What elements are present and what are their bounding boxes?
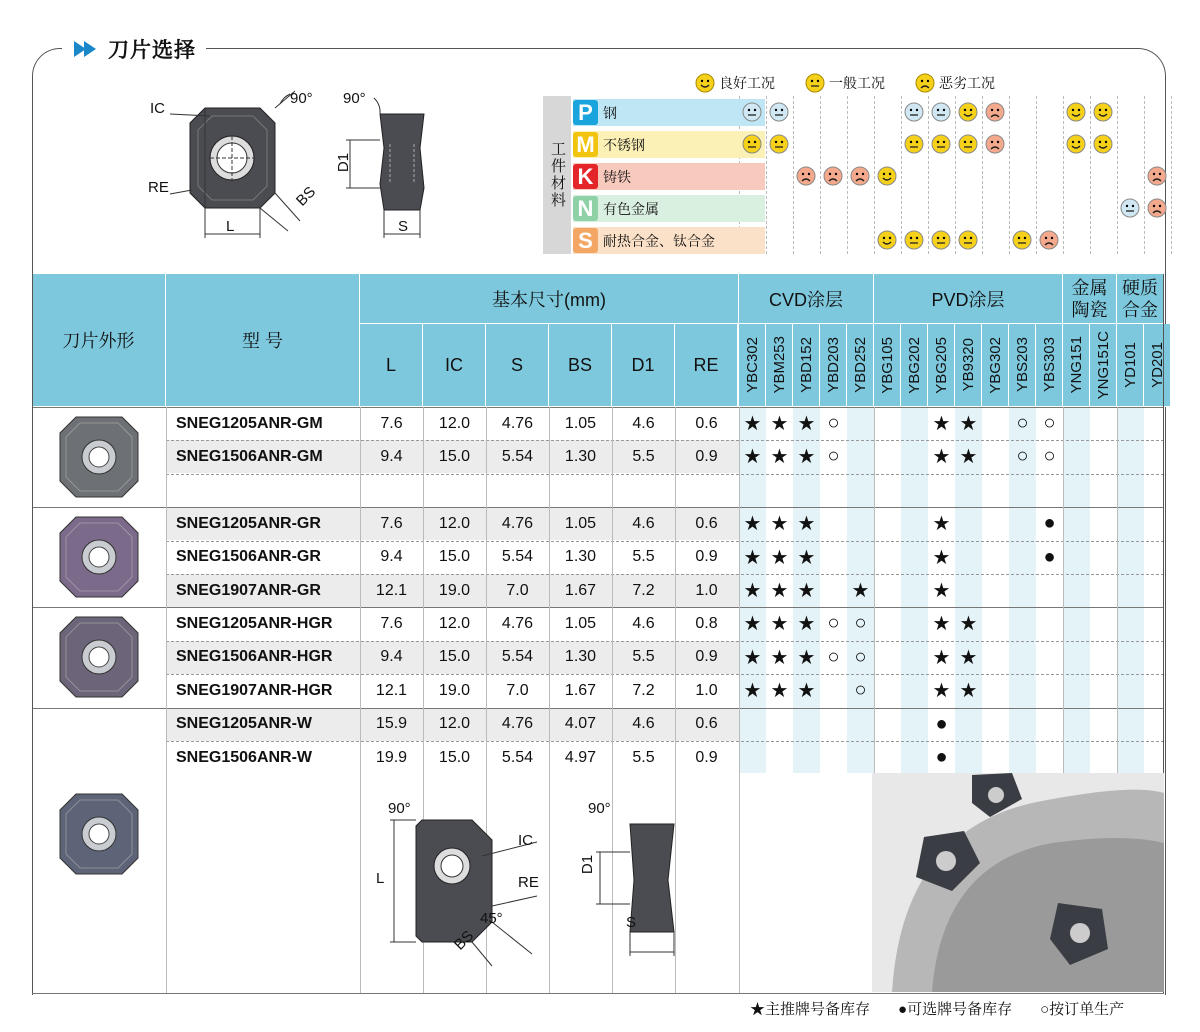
neutral-face-icon (904, 230, 924, 250)
dim-cell-ic: 15.0 (438, 648, 471, 666)
w-d1-label: D1 (579, 855, 597, 875)
w-ic-label: IC (518, 832, 533, 850)
smile-face-icon (1093, 134, 1113, 154)
dim-cell-d1: 7.2 (632, 681, 655, 699)
dim-cell-re: 0.6 (695, 414, 718, 432)
grade-mark: ★ (743, 646, 762, 669)
neutral-face-icon (958, 230, 978, 250)
legend-bad-label: 恶劣工况 (939, 75, 995, 91)
header-grade (793, 324, 820, 407)
insert-photo (54, 788, 144, 880)
row-separator (166, 641, 1164, 642)
row-separator (166, 440, 1164, 441)
grade-name: YBS303 (1040, 337, 1058, 393)
grade-mark: ★ (743, 580, 762, 602)
group-separator (32, 507, 1164, 508)
s-label: S (398, 218, 409, 235)
grade-mark: ★ (959, 413, 978, 435)
grade-mark: ★ (932, 546, 951, 569)
dim-cell-bs: 1.05 (564, 514, 597, 532)
grade-mark: ★ (959, 646, 978, 669)
grade-mark: ★ (932, 580, 951, 602)
ic-label: IC (150, 100, 165, 117)
w-angle-label: 90° (388, 800, 411, 818)
dim-cell-ic: 12.0 (438, 614, 471, 632)
grade-mark: ★ (932, 413, 951, 435)
neutral-face-icon (1120, 198, 1140, 218)
material-name: 不锈钢 (603, 136, 645, 153)
sad-face-icon (915, 73, 935, 93)
table-vline (1063, 407, 1064, 773)
grade-name: YNG151 (1067, 336, 1085, 394)
table-row (32, 607, 1164, 640)
grade-name: YBG105 (878, 336, 896, 394)
dim-cell-bs: 1.67 (564, 581, 597, 599)
dim-cell-bs: 1.30 (564, 447, 597, 465)
header-shape: 刀片外形 (32, 274, 166, 407)
smile-face-icon (1066, 102, 1086, 122)
model-cell: SNEG1205ANR-GR (176, 514, 321, 532)
sad-face-icon (985, 134, 1005, 154)
w-s-label: S (626, 914, 637, 932)
model-cell: SNEG1907ANR-GR (176, 581, 321, 599)
table-vline (360, 407, 361, 993)
dim-cell-bs: 1.30 (564, 548, 597, 566)
header-dim-re: RE (675, 324, 738, 407)
grade-mark: ○ (1043, 412, 1056, 434)
material-letter: S (573, 228, 598, 253)
grade-mark: ● (935, 712, 948, 735)
header-grade (1009, 324, 1036, 407)
grade-mark: ○ (827, 412, 840, 434)
material-name: 有色金属 (603, 200, 659, 217)
grade-name: YBG202 (905, 336, 923, 394)
neutral-face-icon (742, 102, 762, 122)
header-grade (982, 324, 1009, 407)
material-label (573, 163, 765, 190)
grade-mark: ○ (1016, 412, 1029, 434)
grade-name: YBG205 (932, 336, 950, 394)
material-row-n (571, 193, 1164, 223)
model-cell: SNEG1506ANR-GR (176, 548, 321, 566)
dim-cell-s: 4.76 (501, 715, 534, 733)
grade-mark: ★ (797, 513, 816, 536)
dim-cell-bs: 1.67 (564, 681, 597, 699)
w-re-label: RE (518, 874, 539, 892)
material-name: 耐热合金、钛合金 (603, 232, 715, 249)
dim-cell-s: 4.76 (501, 414, 534, 432)
neutral-face-icon (931, 102, 951, 122)
header-grade (1117, 324, 1144, 407)
grade-mark: ★ (932, 513, 951, 536)
sad-face-icon (1039, 230, 1059, 250)
legend-good-label: 良好工况 (719, 75, 775, 91)
row-separator (166, 674, 1164, 675)
grade-mark: ○ (827, 612, 840, 635)
grade-name: YBD152 (797, 337, 815, 393)
header-grade (820, 324, 847, 407)
insert-photo (54, 511, 144, 603)
grade-mark: ★ (797, 413, 816, 435)
grade-mark: ● (1043, 545, 1056, 568)
dim-cell-d1: 4.6 (632, 614, 655, 632)
header-grade (766, 324, 793, 407)
table-vline (1117, 407, 1118, 773)
dim-cell-d1: 5.5 (632, 748, 655, 766)
grade-mark: ★ (770, 613, 789, 636)
dim-cell-re: 1.0 (695, 581, 718, 599)
group-separator (32, 708, 1164, 709)
dim-cell-d1: 5.5 (632, 548, 655, 566)
dim-cell-ic: 19.0 (438, 581, 471, 599)
model-cell: SNEG1506ANR-GM (176, 447, 323, 465)
dim-cell-s: 5.54 (501, 748, 534, 766)
material-label (573, 99, 765, 126)
material-grid (543, 96, 1164, 254)
dim-cell-s: 5.54 (501, 648, 534, 666)
dim-cell-s: 5.54 (501, 447, 534, 465)
table-row (32, 574, 1164, 607)
grade-mark: ○ (827, 445, 840, 468)
grade-mark: ★ (932, 446, 951, 469)
header-grade (739, 324, 766, 407)
grade-mark: ★ (797, 680, 816, 703)
sad-face-icon (796, 166, 816, 186)
table-row (32, 507, 1164, 540)
footer-circle: ○按订单生产 (1040, 1001, 1125, 1018)
table-row (32, 708, 1164, 741)
material-letter: N (573, 196, 598, 221)
bs-label: BS (292, 183, 320, 210)
dim-cell-s: 5.54 (501, 548, 534, 566)
grade-mark: ★ (770, 513, 789, 536)
header-cermet: 金属陶瓷 (1063, 274, 1117, 324)
smile-face-icon (877, 230, 897, 250)
smile-face-icon (877, 166, 897, 186)
dim-cell-l: 7.6 (380, 414, 403, 432)
section-title: 刀片选择 (108, 39, 196, 62)
row-separator (166, 474, 1164, 475)
grade-name: YBM253 (770, 336, 788, 394)
header-grade (1144, 324, 1171, 407)
header-grade (874, 324, 901, 407)
grade-mark: ○ (854, 645, 867, 668)
dim-cell-l (360, 474, 423, 507)
header-grade (928, 324, 955, 407)
dim-cell-l: 12.1 (375, 681, 408, 699)
dim-cell-re: 0.6 (695, 514, 718, 532)
material-side-label: 工件材料 (543, 96, 571, 254)
header-pvd: PVD涂层 (874, 274, 1063, 324)
double-chevron-icon (72, 39, 102, 59)
grade-mark: ○ (1043, 445, 1056, 468)
grade-mark: ○ (827, 645, 840, 668)
smile-face-icon (1093, 102, 1113, 122)
dim-cell-ic: 15.0 (438, 548, 471, 566)
header-grade (901, 324, 928, 407)
footer-dot: ●可选牌号备库存 (898, 1001, 1013, 1018)
dim-cell-re: 0.9 (695, 648, 718, 666)
dim-cell-l: 9.4 (380, 447, 403, 465)
grade-mark: ★ (797, 446, 816, 469)
grade-name: YBD203 (824, 337, 842, 393)
dim-cell-re: 0.6 (695, 715, 718, 733)
grid-vline (1171, 96, 1172, 254)
header-model: 型 号 (166, 274, 360, 407)
dim-cell-l: 7.6 (380, 614, 403, 632)
table-row (32, 674, 1164, 707)
table-row (32, 741, 1164, 774)
sad-face-icon (1147, 198, 1167, 218)
material-name: 钢 (603, 104, 617, 121)
table-row (32, 440, 1164, 473)
re-label: RE (148, 179, 169, 196)
footer-star: ★主推牌号备库存 (750, 1001, 871, 1018)
dim-cell-ic: 12.0 (438, 715, 471, 733)
grade-mark: ★ (797, 546, 816, 569)
dim-cell-bs: 1.05 (564, 414, 597, 432)
grade-mark: ★ (770, 680, 789, 703)
group-separator (32, 407, 1164, 408)
dim-cell-d1: 4.6 (632, 715, 655, 733)
material-label (573, 195, 765, 222)
dim-cell-re (675, 474, 738, 507)
sad-face-icon (850, 166, 870, 186)
legend-good (695, 72, 775, 94)
grade-mark: ★ (770, 446, 789, 469)
sad-face-icon (1147, 166, 1167, 186)
section-header (62, 34, 206, 64)
dim-cell-d1: 4.6 (632, 414, 655, 432)
grade-mark: ★ (797, 646, 816, 669)
row-separator (166, 574, 1164, 575)
dim-cell-d1: 5.5 (632, 447, 655, 465)
w-side-angle-label: 90° (588, 800, 611, 818)
smile-face-icon (695, 73, 715, 93)
dim-cell-l: 12.1 (375, 581, 408, 599)
neutral-face-icon (958, 134, 978, 154)
dim-cell-re: 0.9 (695, 447, 718, 465)
dim-cell-re: 0.9 (695, 748, 718, 766)
grade-mark: ★ (932, 613, 951, 636)
header-grade (1036, 324, 1063, 407)
grade-mark: ○ (854, 612, 867, 635)
header-dim-d1: D1 (612, 324, 675, 407)
material-row-p (571, 97, 1164, 127)
dim-cell-bs: 1.05 (564, 614, 597, 632)
neutral-face-icon (1012, 230, 1032, 250)
header-cvd: CVD涂层 (739, 274, 874, 324)
w-bs-label: BS (450, 927, 478, 954)
w-angle45-label: 45° (480, 910, 503, 928)
insert-top-view-drawing (140, 86, 340, 246)
dim-cell-d1: 5.5 (632, 648, 655, 666)
dim-cell-bs (549, 474, 612, 507)
grade-mark: ★ (743, 680, 762, 703)
smile-face-icon (958, 102, 978, 122)
footer-legend (750, 998, 1124, 1019)
grade-mark: ★ (959, 613, 978, 636)
neutral-face-icon (769, 134, 789, 154)
dim-cell-l: 9.4 (380, 648, 403, 666)
dim-cell-s: 4.76 (501, 514, 534, 532)
grade-mark: ● (1043, 512, 1056, 535)
sad-face-icon (823, 166, 843, 186)
table-row (32, 407, 1164, 440)
insert-side-view-drawing (336, 88, 446, 243)
row-separator (166, 741, 1164, 742)
dim-cell-re: 0.9 (695, 548, 718, 566)
model-cell: SNEG1205ANR-W (176, 715, 313, 733)
d1-label: D1 (335, 152, 353, 173)
legend-normal-label: 一般工况 (829, 75, 885, 91)
neutral-face-icon (769, 102, 789, 122)
table-vline (874, 407, 875, 773)
material-letter: P (573, 100, 598, 125)
dim-cell-d1: 7.2 (632, 581, 655, 599)
dim-cell-re: 0.8 (695, 614, 718, 632)
dim-cell-ic: 19.0 (438, 681, 471, 699)
material-name: 铸铁 (603, 168, 631, 185)
grade-mark: ★ (743, 546, 762, 569)
grade-name: YD201 (1148, 342, 1166, 388)
dim-cell-d1 (612, 474, 675, 507)
dim-cell-l: 9.4 (380, 548, 403, 566)
header-grade (1063, 324, 1090, 407)
dim-cell-re: 1.0 (695, 681, 718, 699)
material-label (573, 227, 765, 254)
model-cell: SNEG1205ANR-HGR (176, 614, 333, 632)
grade-name: YB9320 (959, 338, 977, 392)
dim-cell-bs: 4.97 (564, 748, 597, 766)
neutral-face-icon (742, 134, 762, 154)
insert-photo (54, 411, 144, 503)
table-border-left (32, 274, 33, 994)
material-row-m (571, 129, 1164, 159)
header-dim-ic: IC (423, 324, 486, 407)
grade-name: YBS203 (1013, 337, 1031, 393)
table-bottom (32, 993, 1164, 994)
w-l-label: L (376, 870, 385, 888)
table-row (32, 641, 1164, 674)
header-grade (1090, 324, 1117, 407)
grade-mark: ★ (959, 446, 978, 469)
dim-cell-s: 7.0 (506, 581, 529, 599)
grade-name: YNG151C (1094, 330, 1112, 400)
model-cell: SNEG1205ANR-GM (176, 414, 323, 432)
grade-mark: ★ (770, 580, 789, 602)
grade-mark: ★ (851, 580, 870, 602)
neutral-face-icon (904, 134, 924, 154)
grade-mark: ★ (770, 646, 789, 669)
angle-label: 90° (290, 90, 313, 107)
grade-mark: ★ (743, 446, 762, 469)
header-dim-s: S (486, 324, 549, 407)
group-separator (32, 607, 1164, 608)
condition-legend (695, 72, 995, 94)
model-cell (166, 474, 360, 507)
grade-name: YBC302 (743, 337, 761, 393)
table-row (32, 541, 1164, 574)
neutral-face-icon (805, 73, 825, 93)
row-separator (166, 541, 1164, 542)
dim-cell-s: 4.76 (501, 614, 534, 632)
neutral-face-icon (931, 134, 951, 154)
dim-cell-ic: 15.0 (438, 447, 471, 465)
dim-cell-s (486, 474, 549, 507)
dim-cell-ic: 15.0 (438, 748, 471, 766)
grade-mark: ★ (932, 646, 951, 669)
header-carbide: 硬质合金 (1117, 274, 1164, 324)
grade-mark: ○ (1016, 445, 1029, 468)
dim-cell-ic: 12.0 (438, 414, 471, 432)
material-row-k (571, 161, 1164, 191)
grade-mark: ○ (854, 679, 867, 702)
model-cell: SNEG1907ANR-HGR (176, 681, 333, 699)
dim-cell-s: 7.0 (506, 681, 529, 699)
grade-mark: ★ (797, 613, 816, 636)
dim-cell-d1: 4.6 (632, 514, 655, 532)
grade-name: YBG302 (986, 336, 1004, 394)
material-letter: K (573, 164, 598, 189)
l-label: L (226, 218, 235, 235)
header-dim-l: L (360, 324, 423, 407)
grade-mark: ★ (743, 513, 762, 536)
dim-cell-l: 19.9 (375, 748, 408, 766)
grade-mark: ★ (932, 680, 951, 703)
grade-mark: ★ (743, 413, 762, 435)
grade-name: YBD252 (851, 337, 869, 393)
neutral-face-icon (931, 230, 951, 250)
grade-mark: ★ (770, 413, 789, 435)
grade-mark: ★ (959, 680, 978, 703)
insert-photo (54, 611, 144, 703)
header-dim-bs: BS (549, 324, 612, 407)
material-row-s (571, 225, 1164, 255)
neutral-face-icon (904, 102, 924, 122)
grade-mark: ★ (743, 613, 762, 636)
milling-cutter-photo (872, 773, 1164, 992)
model-cell: SNEG1506ANR-HGR (176, 648, 333, 666)
grade-mark: ★ (797, 580, 816, 602)
header-dims: 基本尺寸(mm) (360, 274, 739, 324)
dim-cell-bs: 1.30 (564, 648, 597, 666)
table-row (32, 474, 1164, 507)
legend-bad (915, 72, 995, 94)
header-grade (847, 324, 874, 407)
model-cell: SNEG1506ANR-W (176, 748, 313, 766)
dim-cell-l: 7.6 (380, 514, 403, 532)
table-vline (166, 407, 167, 993)
side-angle-label: 90° (343, 90, 366, 107)
dim-cell-bs: 4.07 (564, 715, 597, 733)
grade-mark: ● (935, 746, 948, 768)
dim-cell-ic: 12.0 (438, 514, 471, 532)
smile-face-icon (1066, 134, 1086, 154)
dim-cell-l: 15.9 (375, 715, 408, 733)
dim-cell-ic (423, 474, 486, 507)
grade-name: YD101 (1121, 342, 1139, 388)
material-label (573, 131, 765, 158)
grade-mark: ★ (770, 546, 789, 569)
sad-face-icon (985, 102, 1005, 122)
header-grade (955, 324, 982, 407)
legend-normal (805, 72, 885, 94)
table-vline (739, 407, 740, 993)
material-letter: M (573, 132, 598, 157)
